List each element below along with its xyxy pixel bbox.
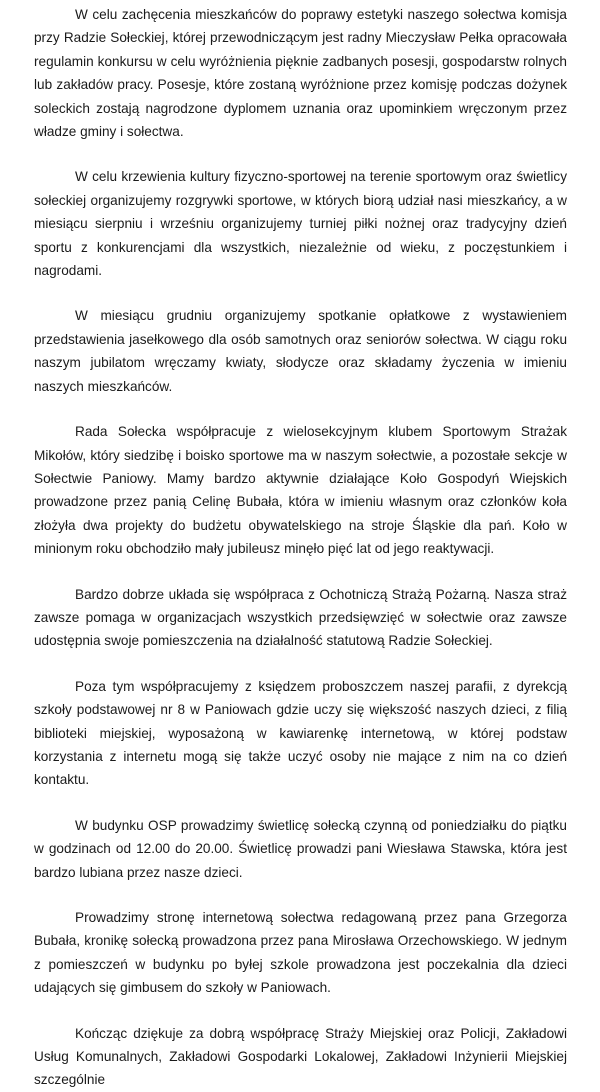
paragraph-christmas-meeting: W miesiącu grudniu organizujemy spotkanie opłatkowe z wystawieniem przedstawienia jasełkowego dla osób samotnych oraz seniorów sołectwa. W ciągu roku naszym jubilatom wręczamy kwiaty, słodycze oraz składamy życzenia w imieniu naszych mieszkańców. — [34, 308, 567, 394]
paragraph-beautification-contest: W celu zachęcenia mieszkańców do poprawy estetyki naszego sołectwa komisja przy Radzie Sołeckiej, której przewodniczącym jest radny Mieczysław Pełka opracowała regulamin konkursu w celu wyróżnienia pięknie zadbanych posesji, gospodarstw rolnych lub zakładów pracy. Posesje, które zostaną wyróżnione przez komisję podczas dożynek soleckich zostają nagrodzone dyplomem uznania oraz upominkiem wręczonym przez władze gminy i sołectwa. — [34, 7, 567, 140]
paragraph-club-cooperation: Rada Sołecka współpracuje z wielosekcyjnym klubem Sportowym Strażak Mikołów, który siedzibę i boisko sportowe ma w naszym sołectwie, a pozostałe sekcje w Sołectwie Paniowy. Mamy bardzo aktywnie działające Koło Gospodyń Wiejskich prowadzone przez panią Celinę Bubała, która w imieniu własnym oraz członków koła złożyła dwa projekty do budżetu obywatelskiego na stroje Śląskie dla pań. Koło w minionym roku obchodziło mały jubileusz minęło pięć lat od jego reaktywacji. — [34, 424, 567, 557]
paragraph-sports-events: W celu krzewienia kultury fizyczno-sportowej na terenie sportowym oraz świetlicy sołeckiej organizujemy rozgrywki sportowe, w których biorą udział nasi mieszkańcy, a w miesiącu sierpniu i wrześniu organizujemy turniej piłki nożnej oraz tradycyjny dzień sportu z konkurencjami dla wszystkich, niezależnie od wieku, z poczęstunkiem i nagrodami. — [34, 169, 567, 279]
paragraph-closing-thanks: Kończąc dziękuje za dobrą współpracę Straży Miejskiej oraz Policji, Zakładowi Usług Komunalnych, Zakładowi Gospodarki Lokalowej, Zakładowi Inżynierii Miejskiej szczególnie — [34, 1025, 567, 1088]
paragraph-community-room: W budynku OSP prowadzimy świetlicę sołecką czynną od poniedziałku do piątku w godzinach od 12.00 do 20.00. Świetlicę prowadzi pani Wiesława Stawska, która jest bardzo lubiana przez nasze dzieci. — [34, 817, 567, 880]
paragraph-parish-school-library: Poza tym współpracujemy z księdzem proboszczem naszej parafii, z dyrekcją szkoły podstawowej nr 8 w Paniowach gdzie uczy się większość naszych dzieci, z filią biblioteki miejskiej, wyposażoną w kawiarenkę internetową, w której podstaw korzystania z internetu mogą się także uczyć osoby nie mające z nim na co dzień kontaktu. — [34, 678, 567, 788]
paragraph-fire-brigade: Bardzo dobrze układa się współpraca z Ochotniczą Strażą Pożarną. Nasza straż zawsze pomaga w organizacjach wszystkich przedsięwzięć w sołectwie oraz zawsze udostępnia swoje pomieszczenia na działalność statutową Radzie Sołeckiej. — [34, 586, 567, 649]
paragraph-website-chronicle: Prowadzimy stronę internetową sołectwa redagowaną przez pana Grzegorza Bubała, kronikę sołecką prowadzona przez pana Mirosława Orzechowskiego. W jednym z pomieszczeń w budynku po byłej szkole prowadzona jest poczekalnia dla dzieci udających się gimbusem do szkoły w Paniowach. — [34, 910, 567, 996]
